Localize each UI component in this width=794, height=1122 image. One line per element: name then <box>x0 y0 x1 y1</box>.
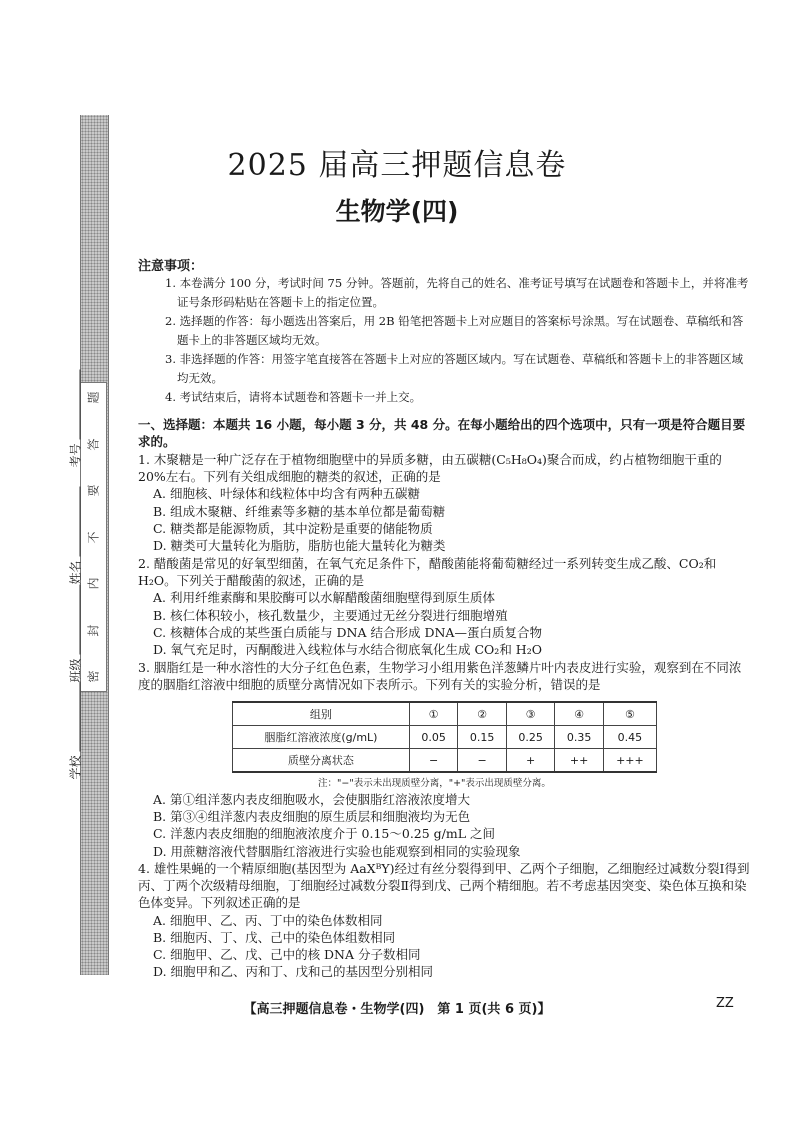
option-a: A. 细胞甲、乙、丙、丁中的染色体数相同 <box>153 912 383 928</box>
class-label: 班级 <box>68 658 83 683</box>
footer-code: ZZ <box>716 996 734 1011</box>
note-item: 3. 非选择题的作答：用签字笔直接答在答题卡上对应的答题区域内。写在试题卷、草稿纸和答题卡上的非答题区域均无效。 <box>165 352 744 385</box>
note-item: 4. 考试结束后，请将本试题卷和答题卡一并上交。 <box>165 390 422 404</box>
table-row <box>233 726 657 749</box>
option-a: A. 细胞核、叶绿体和线粒体中均含有两种五碳糖 <box>153 486 420 502</box>
table-cell: 质壁分离状态 <box>233 749 410 773</box>
table-header-cell: ③ <box>506 702 555 726</box>
name-label: 姓名 <box>68 560 83 585</box>
option-d: D. 细胞甲和乙、丙和丁、戊和己的基因型分别相同 <box>153 964 434 980</box>
exam-title: 2025 届高三押题信息卷 <box>227 148 567 183</box>
option-d: D. 糖类可大量转化为脂肪，脂肪也能大量转化为糖类 <box>153 538 446 554</box>
option-d: D. 氧气充足时，丙酮酸进入线粒体与水结合彻底氧化生成 CO₂和 H₂O <box>153 642 542 658</box>
seal-char: 封 <box>86 623 101 637</box>
seal-char: 要 <box>86 484 101 497</box>
table-cell: 胭脂红溶液浓度(g/mL) <box>233 726 410 749</box>
table-cell: 0.25 <box>506 726 555 749</box>
note-item: 2. 选择题的作答：每小题选出答案后，用 2B 铅笔把答题卡上对应题目的答案标号涂黑。写在试题卷、草稿纸和答题卡上的非答题区域均无效。 <box>165 314 744 347</box>
table-header-cell: 组别 <box>233 702 410 726</box>
school-label: 学校 <box>68 755 83 780</box>
seal-char: 题 <box>86 391 101 404</box>
question-3 <box>138 659 750 693</box>
option-c: C. 细胞甲、乙、戊、己中的核 DNA 分子数相同 <box>153 947 421 963</box>
option-c: C. 洋葱内表皮细胞的细胞液浓度介于 0.15～0.25 g/mL 之间 <box>153 826 496 842</box>
option-b: B. 核仁体积较小，核孔数量少，主要通过无丝分裂进行细胞增殖 <box>153 607 508 623</box>
table-cell: +++ <box>603 749 656 773</box>
seal-char: 内 <box>86 577 101 590</box>
option-c: C. 糖类都是能源物质，其中淀粉是重要的储能物质 <box>153 520 433 536</box>
name-field[interactable] <box>67 486 84 584</box>
question-stem: 4. 雄性果蝇的一个精原细胞(基因型为 AaXᴮY)经过有丝分裂得到甲、乙两个子细胞，乙细胞经过减数分裂Ⅰ得到丙、丁两个次级精母细胞，丁细胞经过减数分裂Ⅱ得到戊、己两个精细胞。若不考虑基因突变、染色体互换和染色体变异。下列叙述正确的是 <box>138 861 750 911</box>
option-a: A. 利用纤维素酶和果胶酶可以水解醋酸菌细胞壁得到原生质体 <box>153 590 495 606</box>
option-b: B. 细胞丙、丁、戊、己中的染色体组数相同 <box>153 929 396 945</box>
table-header-cell: ⑤ <box>603 702 656 726</box>
table-header-row <box>233 702 657 726</box>
option-c: C. 核糖体合成的某些蛋白质能与 DNA 结合形成 DNA—蛋白质复合物 <box>153 624 542 640</box>
table-row <box>233 749 657 773</box>
experiment-table <box>232 701 657 773</box>
question-stem: 2. 醋酸菌是常见的好氧型细菌，在氧气充足条件下，醋酸菌能将葡萄糖经过一系列转变生成乙酸、CO₂和 H₂O。下列关于醋酸菌的叙述，正确的是 <box>138 556 717 589</box>
option-a: A. 第①组洋葱内表皮细胞吸水，会使胭脂红溶液浓度增大 <box>153 792 470 807</box>
seal-char: 不 <box>86 530 101 544</box>
note-item: 1. 本卷满分 100 分，考试时间 75 分钟。答题前，先将自己的姓名、准考证号填写在试题卷和答题卡上，并将准考证号条形码粘贴在答题卡上的指定位置。 <box>165 276 749 309</box>
option-d: D. 用蔗糖溶液代替胭脂红溶液进行实验也能观察到相同的实验现象 <box>153 843 521 859</box>
seal-line-box <box>80 382 107 692</box>
question-stem: 1. 木聚糖是一种广泛存在于植物细胞壁中的异质多糖，由五碳糖(C₅H₈O₄)聚合而成，约占植物细胞干重的 20%左右。下列有关组成细胞的糖类的叙述，正确的是 <box>138 452 722 485</box>
question-3-options <box>138 791 750 860</box>
table-cell: − <box>409 749 458 773</box>
table-cell: 0.35 <box>555 726 604 749</box>
seal-char: 答 <box>86 437 101 451</box>
table-cell: 0.45 <box>603 726 656 749</box>
section-heading: 一、选择题：本题共 16 小题，每小题 3 分，共 48 分。在每小题给出的四个选项中，只有一项是符合题目要求的。 <box>138 417 746 449</box>
question-4 <box>138 860 750 980</box>
table-cell: + <box>506 749 555 773</box>
table-cell: 0.05 <box>409 726 458 749</box>
table-header-cell: ④ <box>555 702 604 726</box>
exam-subtitle: 生物学(四) <box>335 197 459 226</box>
class-field[interactable] <box>67 584 84 682</box>
question-1 <box>138 451 750 554</box>
exam-number-label: 考号 <box>68 443 83 468</box>
option-b: B. 组成木聚糖、纤维素等多糖的基本单位都是葡萄糖 <box>153 503 446 519</box>
seal-char: 密 <box>86 670 101 683</box>
school-field[interactable] <box>67 681 84 779</box>
notes-list <box>165 274 750 407</box>
question-2 <box>138 555 750 658</box>
table-cell: ++ <box>555 749 604 773</box>
table-header-cell: ① <box>409 702 458 726</box>
notes-heading: 注意事项： <box>138 259 204 274</box>
page-footer: 【高三押题信息卷・生物学(四) 第 1 页(共 6 页)】 <box>243 1002 551 1017</box>
table-cell: − <box>458 749 507 773</box>
table-cell: 0.15 <box>458 726 507 749</box>
option-b: B. 第③④组洋葱内表皮细胞的原生质层和细胞液均为无色 <box>153 809 471 825</box>
question-stem: 3. 胭脂红是一种水溶性的大分子红色色素，生物学习小组用紫色洋葱鳞片叶内表皮进行实验，观察到在不同浓度的胭脂红溶液中细胞的质壁分离情况如下表所示。下列有关的实验分析，错误的是 <box>138 660 742 693</box>
table-header-cell: ② <box>458 702 507 726</box>
table-note: 注："−"表示未出现质壁分离，"+"表示出现质壁分离。 <box>318 778 551 789</box>
exam-number-field[interactable] <box>67 369 84 467</box>
